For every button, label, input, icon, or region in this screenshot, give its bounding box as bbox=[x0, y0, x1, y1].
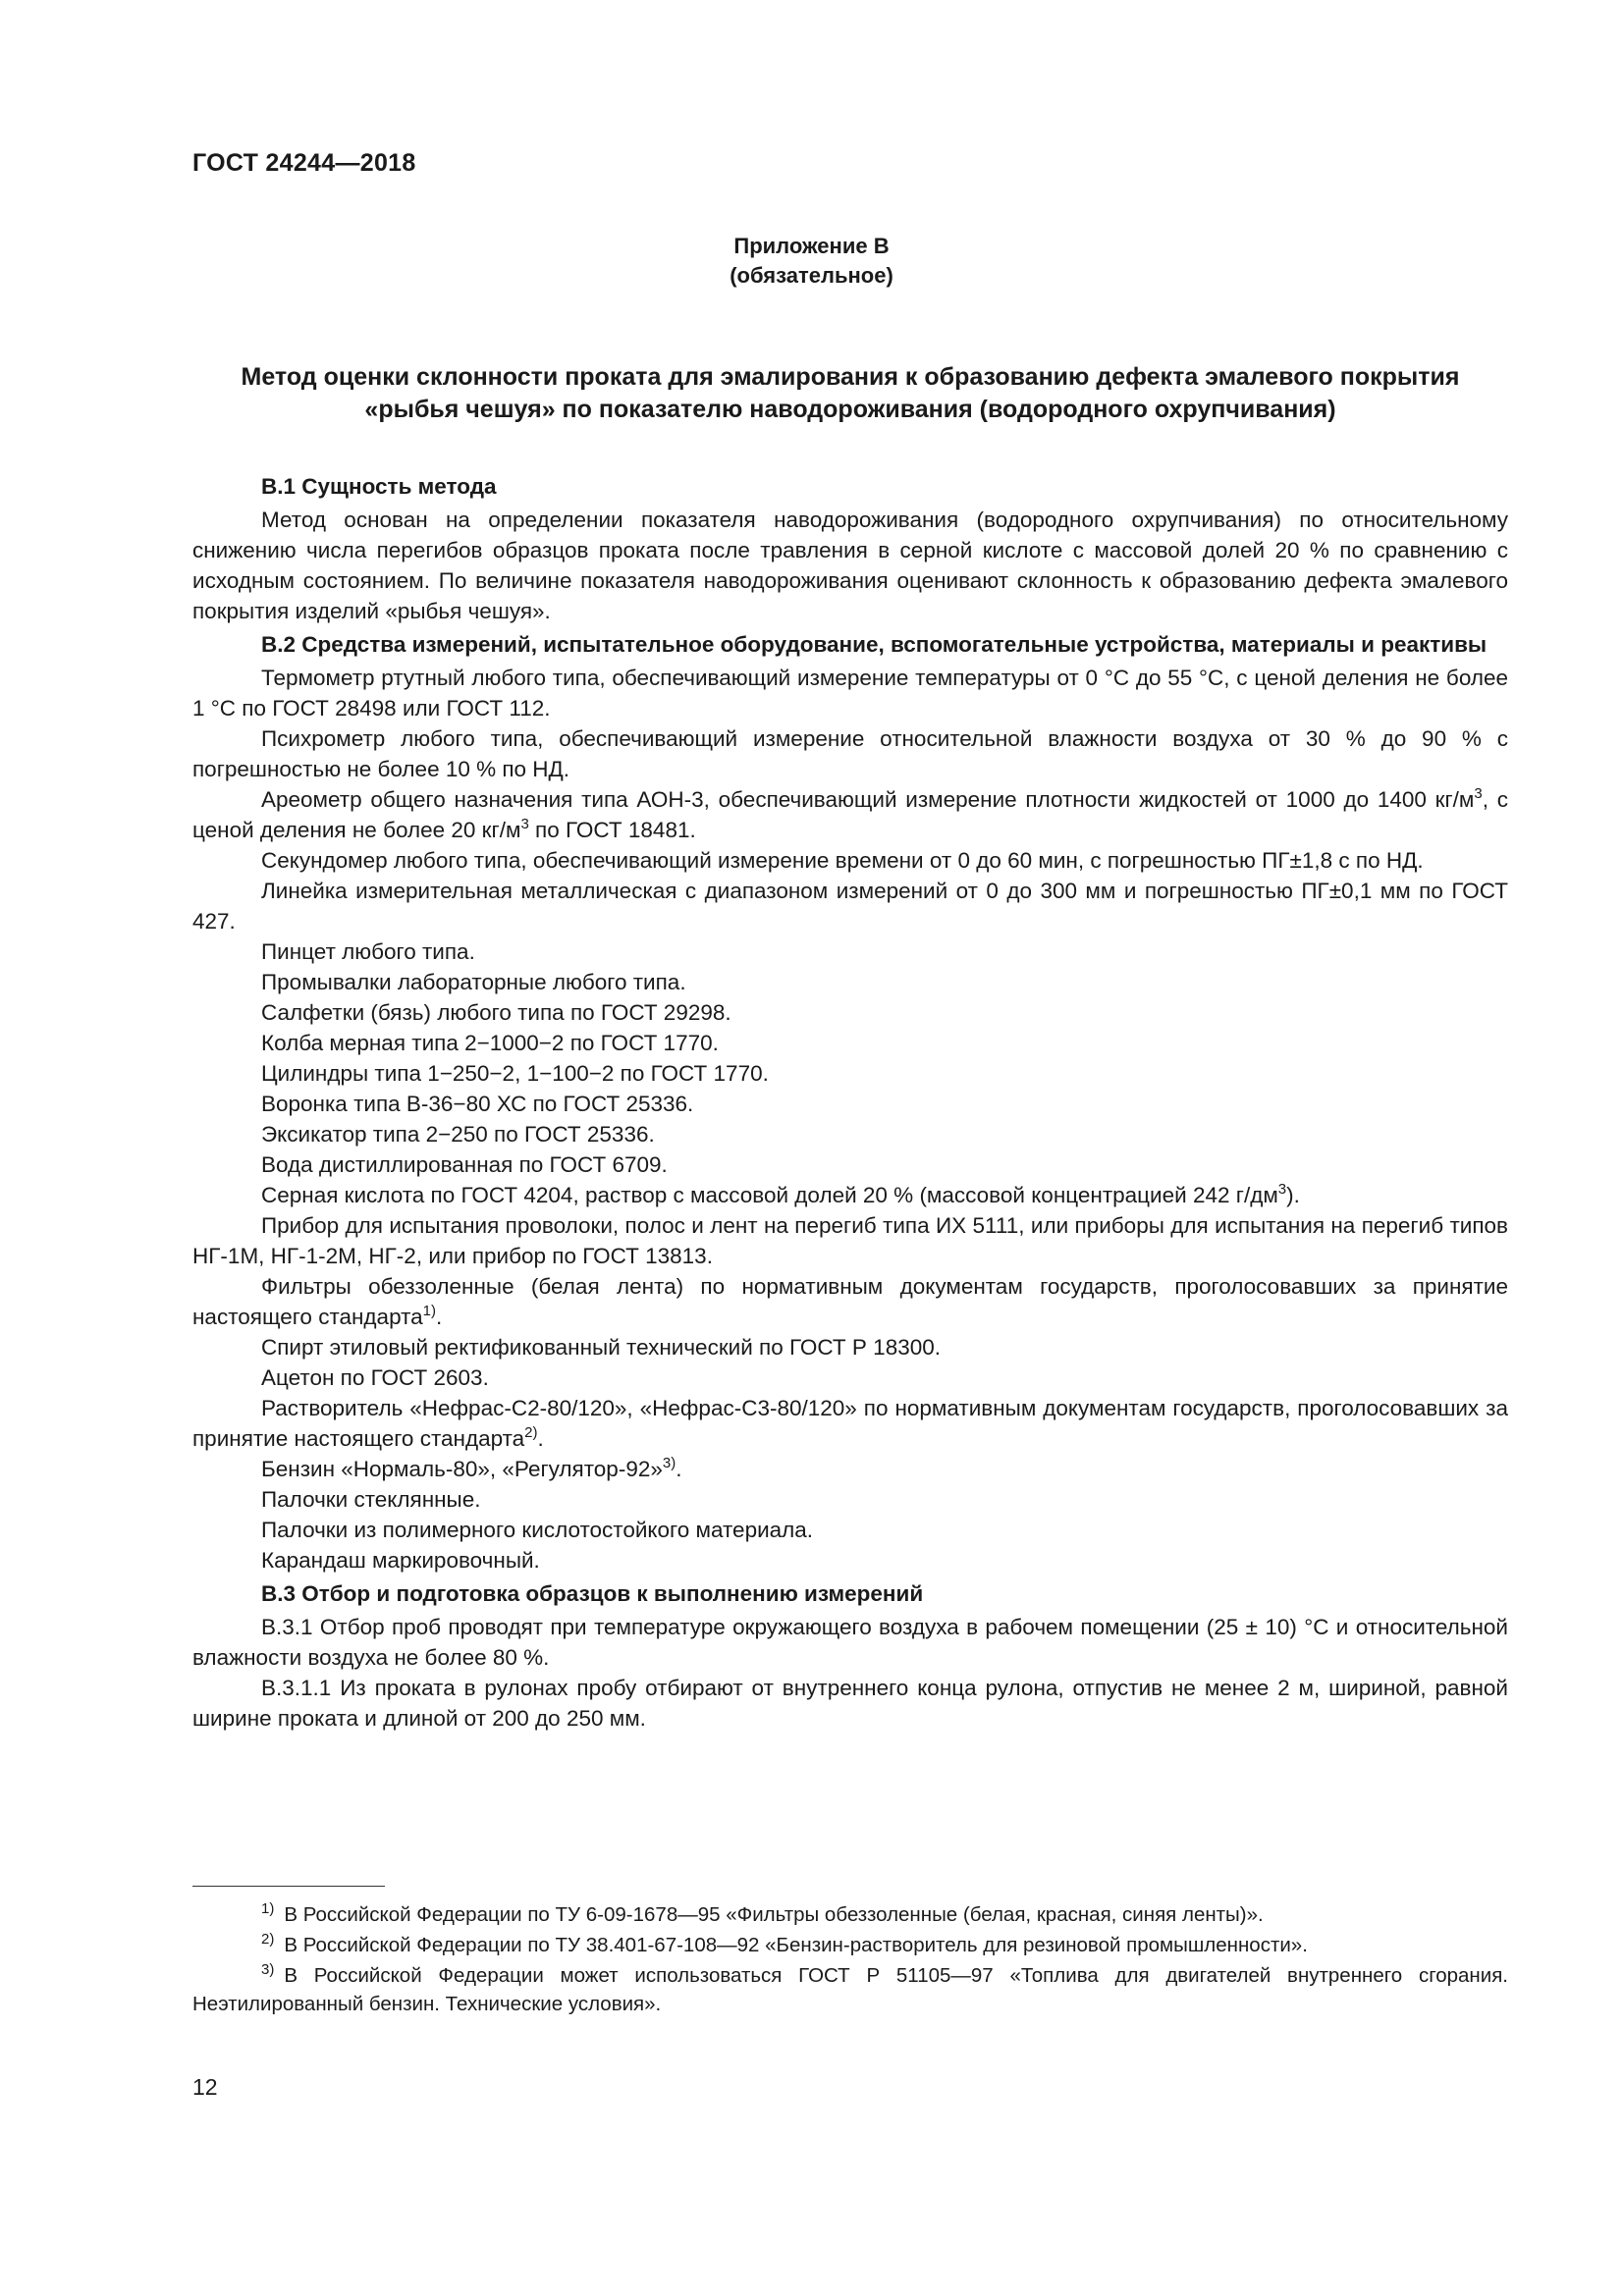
period: . bbox=[676, 1457, 682, 1481]
item-areometer bbox=[192, 784, 1508, 845]
paragraph-b1: Метод основан на определении показателя наводороживания (водородного охрупчивания) по относительному снижению числа перегибов образцов проката после травления в серной кислоте с массовой долей 20 % по сравнению с исходным состоянием. По величине показателя наводороживания оценивают склонность к образованию дефекта эмалевого покрытия изделий «рыбья чешуя». bbox=[192, 507, 1508, 623]
areometer-text-a: Ареометр общего назначения типа АОН-3, обеспечивающий измерение плотности жидкостей от 1000 до 1400 кг/м bbox=[261, 787, 1475, 812]
footnote-mark: 1) bbox=[261, 1900, 275, 1917]
footnote-text: В Российской Федерации по ТУ 38.401-67-108—92 «Бензин-растворитель для резиновой промышленности». bbox=[284, 1934, 1308, 1956]
item-filters bbox=[192, 1271, 1508, 1332]
item-device: Прибор для испытания проволоки, полос и лент на перегиб типа ИХ 5111, или приборы для испытания на перегиб типов НГ-1М, НГ-1-2М, НГ-2, или прибор по ГОСТ 13813. bbox=[192, 1213, 1508, 1268]
item-acetone: Ацетон по ГОСТ 2603. bbox=[261, 1365, 489, 1390]
acid-text-a: Серная кислота по ГОСТ 4204, раствор с массовой долей 20 % (массовой концентрацией 242 г/дм bbox=[261, 1183, 1278, 1207]
period: . bbox=[537, 1426, 544, 1451]
paragraph-b3-1-1: В.3.1.1 Из проката в рулонах пробу отбирают от внутреннего конца рулона, отпустив не менее 2 м, шириной, равной ширине проката и длиной от 200 до 250 мм. bbox=[192, 1676, 1508, 1731]
footnote bbox=[192, 1961, 1508, 2018]
footnote bbox=[192, 1931, 1508, 1959]
superscript-3: 3 bbox=[520, 816, 529, 832]
item-solvent bbox=[192, 1393, 1508, 1454]
item-polymer-rods: Палочки из полимерного кислотостойкого материала. bbox=[261, 1518, 814, 1542]
item-napkins: Салфетки (бязь) любого типа по ГОСТ 29298. bbox=[261, 1000, 731, 1025]
benzine-text: Бензин «Нормаль-80», «Регулятор-92» bbox=[261, 1457, 663, 1481]
section-heading-b3: В.3 Отбор и подготовка образцов к выполнению измерений bbox=[261, 1581, 924, 1606]
footnote-mark: 2) bbox=[261, 1931, 275, 1948]
footnote-separator bbox=[192, 1886, 385, 1887]
item-benzine bbox=[192, 1454, 1508, 1484]
filters-text: Фильтры обеззоленные (белая лента) по нормативным документам государств, проголосовавших за принятие настоящего стандарта bbox=[192, 1274, 1508, 1329]
footnote-text: В Российской Федерации может использоваться ГОСТ Р 51105—97 «Топлива для двигателей внутреннего сгорания. Неэтилированный бензин. Технические условия». bbox=[192, 1964, 1508, 2015]
acid-text-b: ). bbox=[1286, 1183, 1300, 1207]
areometer-text-b: , с ценой деления не более 20 кг/м bbox=[192, 787, 1508, 842]
item-alcohol: Спирт этиловый ректификованный технический по ГОСТ Р 18300. bbox=[261, 1335, 941, 1360]
footnotes bbox=[192, 1900, 1508, 2020]
footnote-text: В Российской Федерации по ТУ 6-09-1678—95 «Фильтры обеззоленные (белая, красная, синяя ленты)». bbox=[284, 1903, 1264, 1926]
item-pencil: Карандаш маркировочный. bbox=[261, 1548, 540, 1573]
section-heading-b1: В.1 Сущность метода bbox=[261, 474, 497, 499]
paragraph-b3-1: В.3.1 Отбор проб проводят при температуре окружающего воздуха в рабочем помещении (25 ± 10) °С и относительной влажности воздуха не более 80 %. bbox=[192, 1615, 1508, 1670]
document-body bbox=[192, 471, 1508, 1734]
item-tweezers: Пинцет любого типа. bbox=[261, 939, 475, 964]
section-heading-b2: В.2 Средства измерений, испытательное оборудование, вспомогательные устройства, материалы и реактивы bbox=[261, 632, 1488, 657]
item-glass-rods: Палочки стеклянные. bbox=[261, 1487, 481, 1512]
footnote-mark: 3) bbox=[261, 1961, 275, 1978]
standard-header: ГОСТ 24244—2018 bbox=[192, 149, 416, 177]
item-ruler: Линейка измерительная металлическая с диапазоном измерений от 0 до 300 мм и погрешностью ПГ±0,1 мм по ГОСТ 427. bbox=[192, 879, 1508, 934]
footnote-ref-2: 2) bbox=[524, 1424, 538, 1441]
item-flask: Колба мерная типа 2−1000−2 по ГОСТ 1770. bbox=[261, 1031, 719, 1055]
solvent-text: Растворитель «Нефрас-С2-80/120», «Нефрас-С3-80/120» по нормативным документам государств, проголосовавших за принятие настоящего стандарта bbox=[192, 1396, 1508, 1451]
appendix-status: (обязательное) bbox=[730, 263, 893, 288]
appendix-heading bbox=[0, 232, 1623, 291]
footnote-ref-1: 1) bbox=[422, 1303, 437, 1319]
item-stopwatch: Секундомер любого типа, обеспечивающий измерение времени от 0 до 60 мин, с погрешностью ПГ±1,8 с по НД. bbox=[261, 848, 1424, 873]
item-funnel: Воронка типа В-36−80 ХС по ГОСТ 25336. bbox=[261, 1092, 694, 1116]
item-thermometer: Термометр ртутный любого типа, обеспечивающий измерение температуры от 0 °С до 55 °С, с ценой деления не более 1 °С по ГОСТ 28498 или ГОСТ 112. bbox=[192, 666, 1508, 721]
item-water: Вода дистиллированная по ГОСТ 6709. bbox=[261, 1152, 668, 1177]
superscript-3: 3 bbox=[1277, 1181, 1287, 1198]
page-number: 12 bbox=[192, 2074, 218, 2100]
item-psychrometer: Психрометр любого типа, обеспечивающий измерение относительной влажности воздуха от 30 % до 90 % с погрешностью не более 10 % по НД. bbox=[192, 726, 1508, 781]
superscript-3: 3 bbox=[1474, 785, 1483, 802]
period: . bbox=[436, 1305, 443, 1329]
footnote-ref-3: 3) bbox=[662, 1455, 676, 1471]
appendix-name: Приложение В bbox=[733, 234, 890, 258]
appendix-title: Метод оценки склонности проката для эмалирования к образованию дефекта эмалевого покрытия «рыбья чешуя» по показателю наводороживания (водородного охрупчивания) bbox=[241, 363, 1460, 423]
item-cylinders: Цилиндры типа 1−250−2, 1−100−2 по ГОСТ 1770. bbox=[261, 1061, 769, 1086]
areometer-text-c: по ГОСТ 18481. bbox=[528, 818, 696, 842]
item-acid bbox=[192, 1180, 1508, 1210]
item-desiccator: Эксикатор типа 2−250 по ГОСТ 25336. bbox=[261, 1122, 655, 1147]
footnote bbox=[192, 1900, 1508, 1929]
item-wash-bottles: Промывалки лабораторные любого типа. bbox=[261, 970, 686, 994]
